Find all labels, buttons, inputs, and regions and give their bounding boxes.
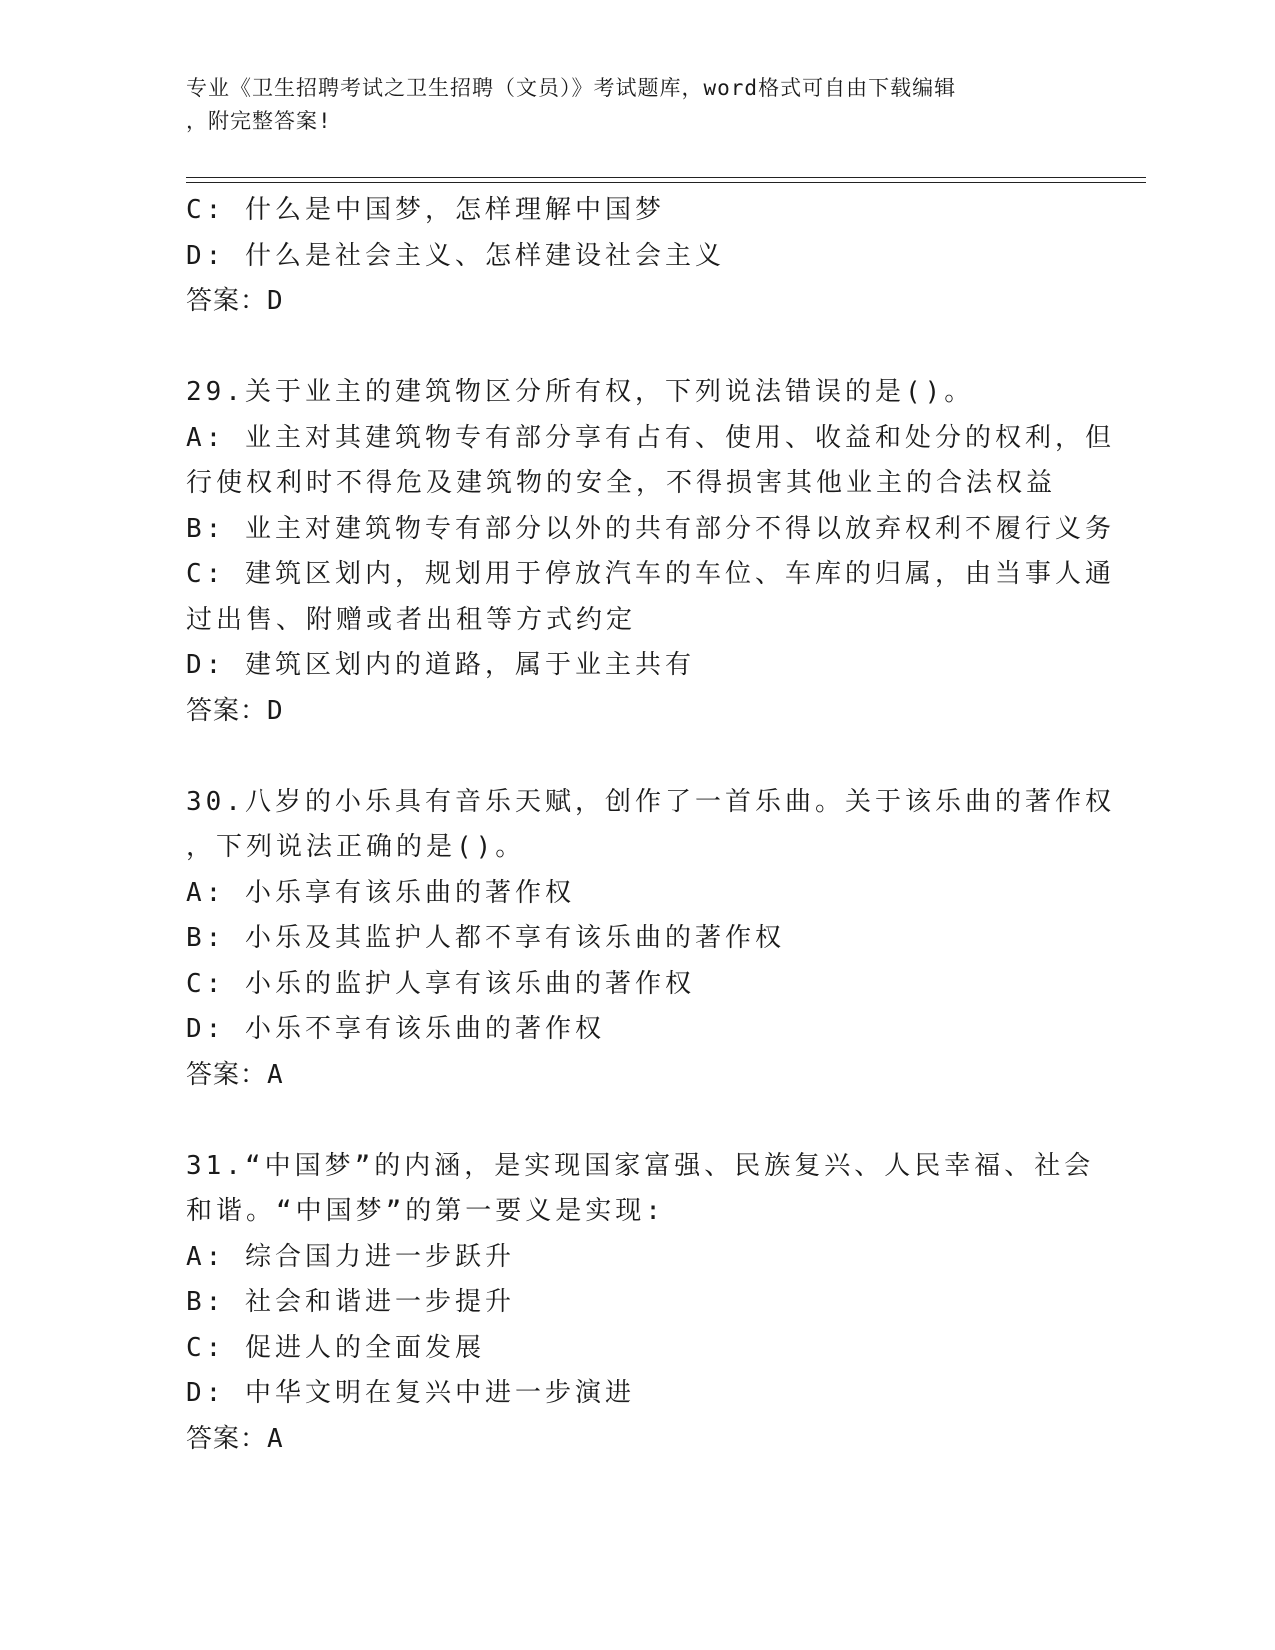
- option-line: A: 业主对其建筑物专有部分享有占有、使用、收益和处分的权利，但: [186, 422, 1115, 453]
- answer-label: 答案：: [186, 286, 268, 316]
- question-stem: 30.八岁的小乐具有音乐天赋，创作了一首乐曲。关于该乐曲的著作权: [186, 786, 1115, 817]
- answer-label: 答案：: [186, 1059, 268, 1090]
- answer-label: 答案：: [186, 1423, 268, 1454]
- option-line: D: 建筑区划内的道路，属于业主共有: [186, 650, 695, 680]
- option-line: A: 综合国力进一步跃升: [186, 1241, 515, 1272]
- answer-value: D: [267, 286, 283, 316]
- option-line: B: 社会和谐进一步提升: [186, 1287, 515, 1317]
- document-header: [186, 72, 1066, 138]
- option-line: C: 小乐的监护人享有该乐曲的著作权: [186, 968, 695, 999]
- answer-value: A: [267, 1059, 283, 1090]
- option-line: B: 小乐及其监护人都不享有该乐曲的著作权: [186, 923, 785, 953]
- question-stem: 31.“中国梦”的内涵，是实现国家富强、民族复兴、人民幸福、社会: [186, 1150, 1095, 1181]
- answer-line: [186, 1417, 1086, 1463]
- question-block: [186, 370, 1115, 734]
- question-block: [186, 188, 1086, 325]
- question-stem: 和谐。“中国梦”的第一要义是实现:: [186, 1196, 665, 1226]
- block-spacer: [186, 1098, 1086, 1144]
- option-line: B: 业主对建筑物专有部分以外的共有部分不得以放弃权利不履行义务: [186, 513, 1115, 544]
- question-stem: 29.关于业主的建筑物区分所有权，下列说法错误的是()。: [186, 377, 975, 407]
- answer-label: 答案：: [186, 695, 268, 726]
- option-line: A: 小乐享有该乐曲的著作权: [186, 877, 575, 908]
- option-line: C: 促进人的全面发展: [186, 1332, 485, 1363]
- answer-value: A: [267, 1423, 283, 1454]
- block-spacer: [186, 325, 1086, 371]
- option-line: D: 中华文明在复兴中进一步演进: [186, 1378, 635, 1408]
- option-line: C: 什么是中国梦，怎样理解中国梦: [186, 195, 665, 225]
- answer-line: [186, 1053, 1086, 1099]
- option-line: C: 建筑区划内，规划用于停放汽车的车位、车库的归属，由当事人通: [186, 559, 1115, 589]
- option-line: 行使权利时不得危及建筑物的安全，不得损害其他业主的合法权益: [186, 468, 1057, 498]
- question-body: [186, 188, 1115, 1462]
- header-line-1: 专业《卫生招聘考试之卫生招聘（文员）》考试题库，word格式可自由下载编辑: [186, 76, 957, 100]
- question-block: [186, 1144, 1095, 1463]
- header-rule-bottom: [186, 182, 1146, 183]
- block-spacer: [186, 734, 1086, 780]
- option-line: D: 小乐不享有该乐曲的著作权: [186, 1014, 605, 1044]
- option-line: D: 什么是社会主义、怎样建设社会主义: [186, 240, 725, 271]
- answer-line: [186, 689, 1086, 735]
- option-line: 过出售、附赠或者出租等方式约定: [186, 604, 637, 635]
- question-block: [186, 780, 1115, 1099]
- question-stem: ，下列说法正确的是()。: [186, 832, 526, 862]
- answer-value: D: [267, 695, 283, 726]
- header-rule-top: [186, 177, 1146, 178]
- header-line-2: ，附完整答案!: [186, 109, 332, 133]
- answer-line: [186, 279, 1086, 325]
